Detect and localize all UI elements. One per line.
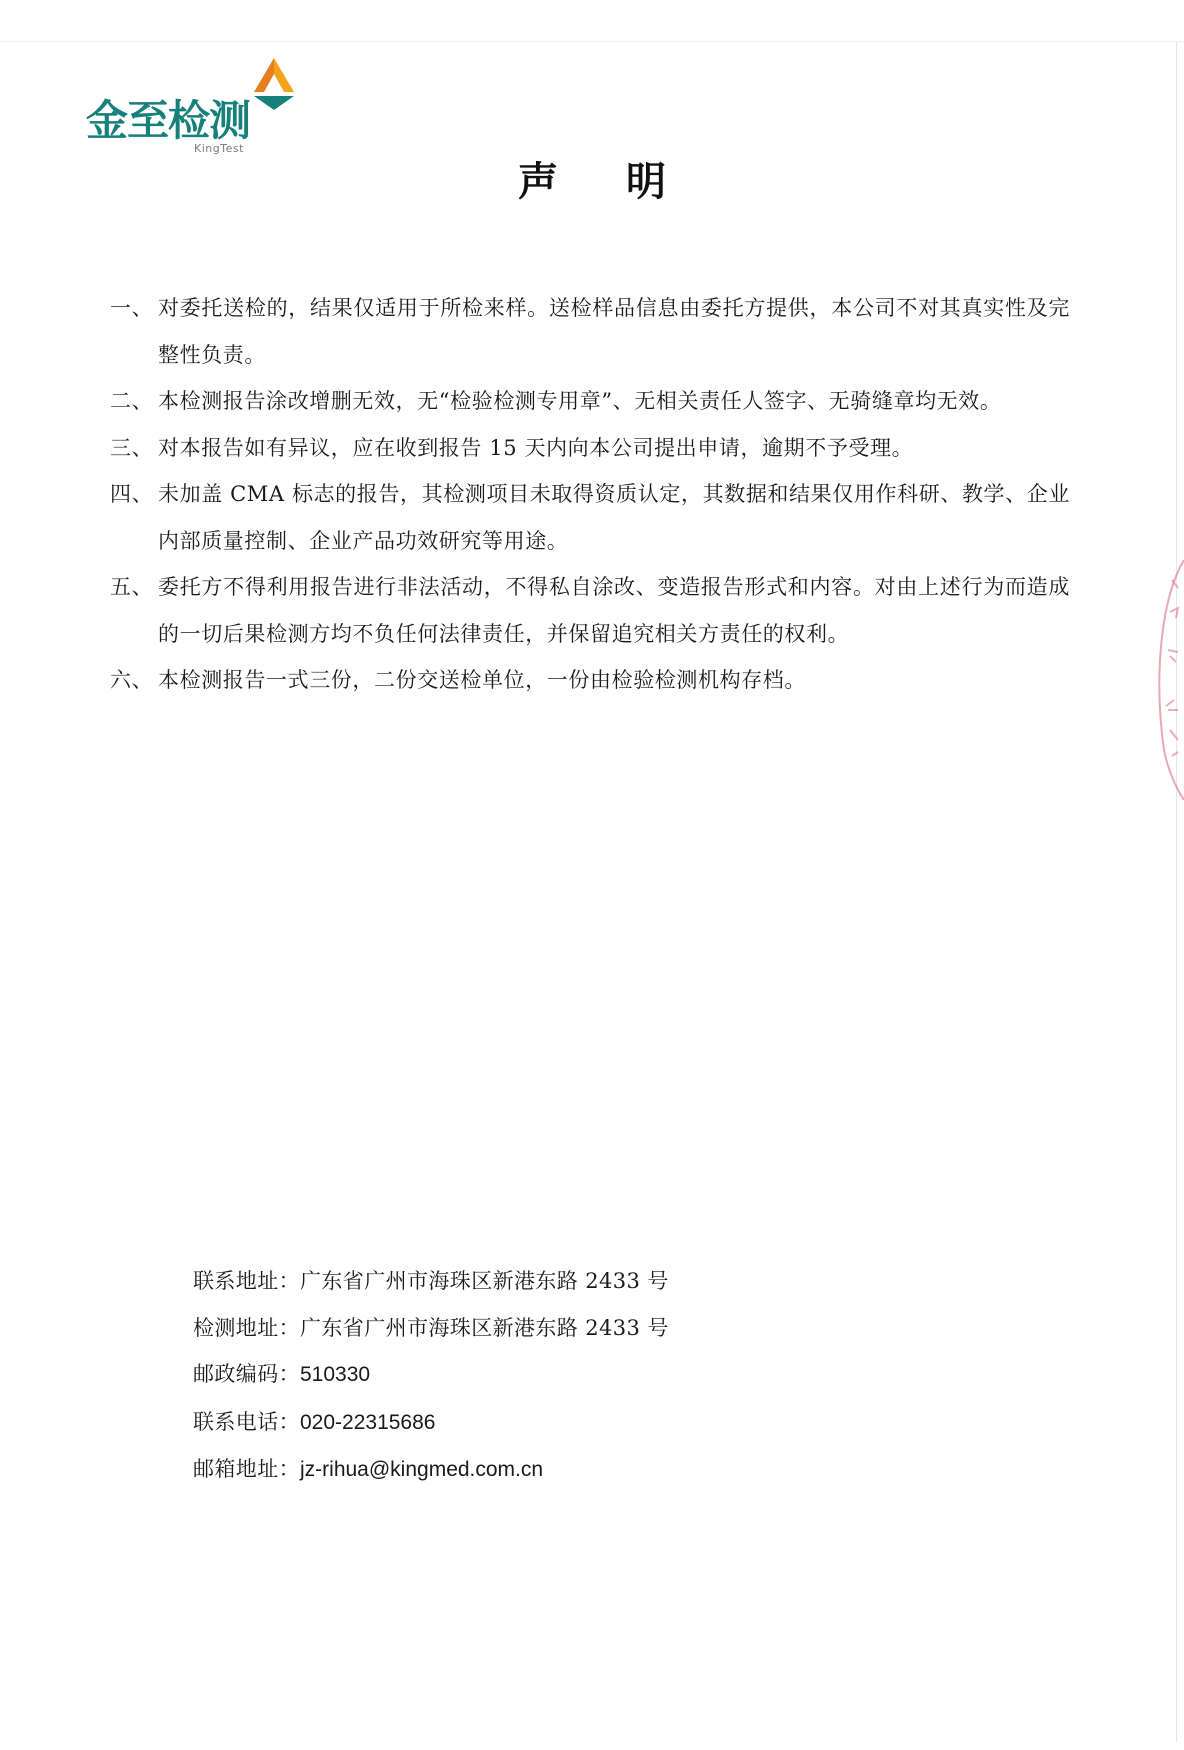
clause-number: 六、 <box>110 668 154 692</box>
clause-number: 三、 <box>110 435 154 460</box>
email-row <box>193 1446 893 1494</box>
postcode-row <box>193 1351 893 1399</box>
clause-number: 五、 <box>110 575 154 599</box>
phone-label: 联系电话： <box>193 1409 300 1434</box>
clause-3 <box>110 425 1070 472</box>
page-title: 声明 <box>518 158 734 205</box>
contact-info <box>193 1258 893 1494</box>
clause-text: 委托方不得利用报告进行非法活动，不得私自涂改、变造报告形式和内容。对由上述行为而造成的一切后果检测方均不负任何法律责任，并保留追究相关方责任的权利。 <box>158 575 1070 646</box>
contact-address-label: 联系地址： <box>193 1269 300 1293</box>
contact-address-row <box>193 1258 893 1305</box>
seal-stamp-fragment <box>1150 560 1184 800</box>
logo-name: 金至检测 <box>86 96 251 145</box>
right-divider <box>1176 42 1177 1742</box>
clause-text: 未加盖 CMA 标志的报告，其检测项目未取得资质认定，其数据和结果仅用作科研、教学、企业内部质量控制、企业产品功效研究等用途。 <box>158 482 1070 553</box>
clause-5 <box>110 564 1070 657</box>
test-address-row <box>193 1305 893 1352</box>
phone-row <box>193 1399 893 1447</box>
clause-1 <box>110 285 1070 378</box>
phone-value: 020-22315686 <box>300 1410 436 1434</box>
contact-address-value: 广东省广州市海珠区新港东路 2433 号 <box>300 1269 669 1293</box>
clause-6 <box>110 657 1070 704</box>
postcode-value: 510330 <box>300 1363 371 1386</box>
email-value[interactable]: jz-rihua@kingmed.com.cn <box>300 1458 544 1481</box>
clause-text: 对委托送检的，结果仅适用于所检来样。送检样品信息由委托方提供，本公司不对其真实性及完整性负责。 <box>158 296 1070 367</box>
declaration-clauses <box>110 285 1070 704</box>
clause-2 <box>110 378 1070 425</box>
top-divider <box>0 41 1184 42</box>
clause-text: 本检测报告涂改增删无效，无“检验检测专用章”、无相关责任人签字、无骑缝章均无效。 <box>158 389 1002 413</box>
clause-number: 二、 <box>110 389 154 413</box>
clause-number: 四、 <box>110 482 154 506</box>
clause-number: 一、 <box>110 296 154 320</box>
email-label: 邮箱地址： <box>193 1457 300 1481</box>
postcode-label: 邮政编码： <box>193 1362 300 1386</box>
clause-4 <box>110 471 1070 564</box>
logo-subtitle: KingTest <box>194 142 244 155</box>
clause-text: 本检测报告一式三份，二份交送检单位，一份由检验检测机构存档。 <box>158 668 806 692</box>
test-address-label: 检测地址： <box>193 1315 300 1340</box>
test-address-value: 广东省广州市海珠区新港东路 2433 号 <box>300 1315 669 1340</box>
clause-text: 对本报告如有异议，应在收到报告 15 天内向本公司提出申请，逾期不予受理。 <box>158 435 914 460</box>
logo-triangle-icon <box>252 58 296 110</box>
company-logo <box>86 58 306 163</box>
